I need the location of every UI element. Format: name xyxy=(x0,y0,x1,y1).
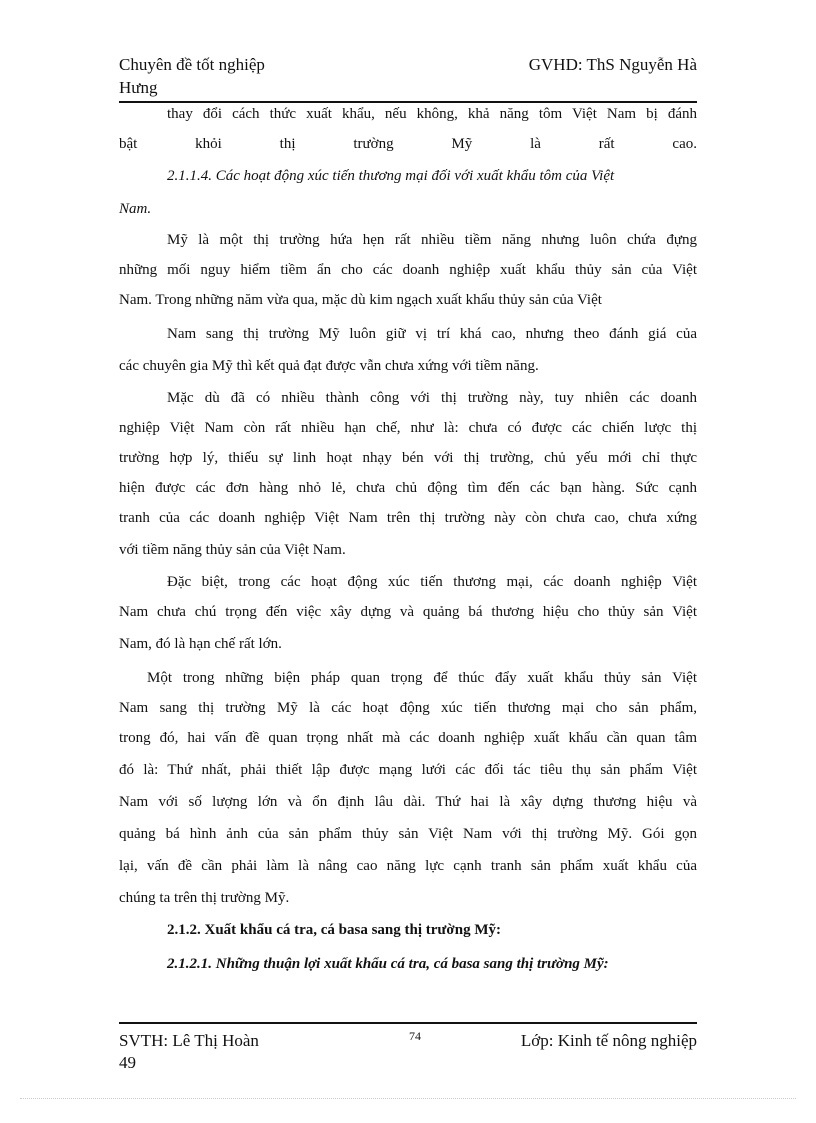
text-line: lại, vấn đề cần phải làm là nâng cao năng lực cạnh tranh sản phẩm xuất khẩu của xyxy=(119,858,697,874)
text-line: trong đó, hai vấn đề quan trọng nhất mà các doanh nghiệp xuất khẩu cần quan tâm xyxy=(119,730,697,746)
footer-rule xyxy=(119,1022,697,1024)
header-title: Chuyên đề tốt nghiệp xyxy=(119,55,265,74)
text-line: Một trong những biện pháp quan trọng để thúc đẩy xuất khẩu thủy sản Việt xyxy=(147,670,697,686)
text-line: trường hợp lý, thiếu sự linh hoạt nhạy bén với thị trường, chủ yếu mới chỉ thực xyxy=(119,450,697,466)
section-heading: 2.1.2. Xuất khẩu cá tra, cá basa sang thị trường Mỹ: xyxy=(167,922,501,938)
text-line: hiện được các đơn hàng nhỏ lẻ, chưa chủ động tìm đến các bạn hàng. Sức cạnh xyxy=(119,480,697,496)
text-line: các chuyên gia Mỹ thì kết quả đạt được vẫn chưa xứng với tiềm năng. xyxy=(119,358,539,374)
text-line: đó là: Thứ nhất, phải thiết lập được mạng lưới các đối tác tiêu thụ sản phẩm Việt xyxy=(119,762,697,778)
subsection-heading: 2.1.2.1. Những thuận lợi xuất khẩu cá tra, cá basa sang thị trường Mỹ: xyxy=(167,956,609,972)
text-line: Nam sang thị trường Mỹ là các hoạt động xúc tiến thương mại cho sản phẩm, xyxy=(119,700,697,716)
page-edge-divider xyxy=(20,1098,796,1099)
text-line: chúng ta trên thị trường Mỹ. xyxy=(119,890,290,906)
footer-student: SVTH: Lê Thị Hoàn xyxy=(119,1031,259,1050)
text-line: Nam chưa chú trọng đến việc xây dựng và quảng bá thương hiệu cho thủy sản Việt xyxy=(119,604,697,620)
page-number: 74 xyxy=(409,1029,421,1043)
header-title-continuation: Hưng xyxy=(119,78,158,97)
text-line: Mỹ là một thị trường hứa hẹn rất nhiều tiềm năng nhưng luôn chứa đựng xyxy=(167,232,697,248)
text-line: quảng bá hình ảnh của sản phẩm thủy sản Việt Nam với thị trường Mỹ. Gói gọn xyxy=(119,826,697,842)
text-line: Nam. Trong những năm vừa qua, mặc dù kim ngạch xuất khẩu thủy sản của Việt xyxy=(119,292,602,308)
text-line: những mối nguy hiểm tiềm ẩn cho các doanh nghiệp xuất khẩu thủy sản của Việt xyxy=(119,262,697,278)
header-advisor: GVHD: ThS Nguyễn Hà xyxy=(528,55,697,74)
text-line: bật khỏi thị trường Mỹ là rất cao. xyxy=(119,136,697,152)
footer-class: Lớp: Kinh tế nông nghiệp xyxy=(520,1031,697,1050)
text-line: Nam sang thị trường Mỹ luôn giữ vị trí khá cao, nhưng theo đánh giá của xyxy=(167,326,697,342)
text-line: thay đổi cách thức xuất khẩu, nếu không, khả năng tôm Việt Nam bị đánh xyxy=(167,106,697,122)
text-line: Đặc biệt, trong các hoạt động xúc tiến thương mại, các doanh nghiệp Việt xyxy=(167,574,697,590)
text-line: tranh của các doanh nghiệp Việt Nam trên thị trường này còn chưa cao, chưa xứng xyxy=(119,510,697,526)
text-line: Nam, đó là hạn chế rất lớn. xyxy=(119,636,282,652)
subsection-heading: 2.1.1.4. Các hoạt động xúc tiến thương mại đối với xuất khẩu tôm của Việt xyxy=(167,168,615,184)
text-line: Nam với số lượng lớn và ổn định lâu dài. Thứ hai là xây dựng thương hiệu và xyxy=(119,794,697,810)
text-line: với tiềm năng thủy sản của Việt Nam. xyxy=(119,542,346,558)
text-line: Mặc dù đã có nhiều thành công với thị trường này, tuy nhiên các doanh xyxy=(167,390,697,406)
subsection-heading-cont: Nam. xyxy=(119,201,152,217)
footer-student-continuation: 49 xyxy=(119,1053,136,1072)
text-line: nghiệp Việt Nam còn rất nhiều hạn chế, như là: chưa có được các chiến lược thị xyxy=(119,420,697,436)
header-rule xyxy=(119,101,697,103)
